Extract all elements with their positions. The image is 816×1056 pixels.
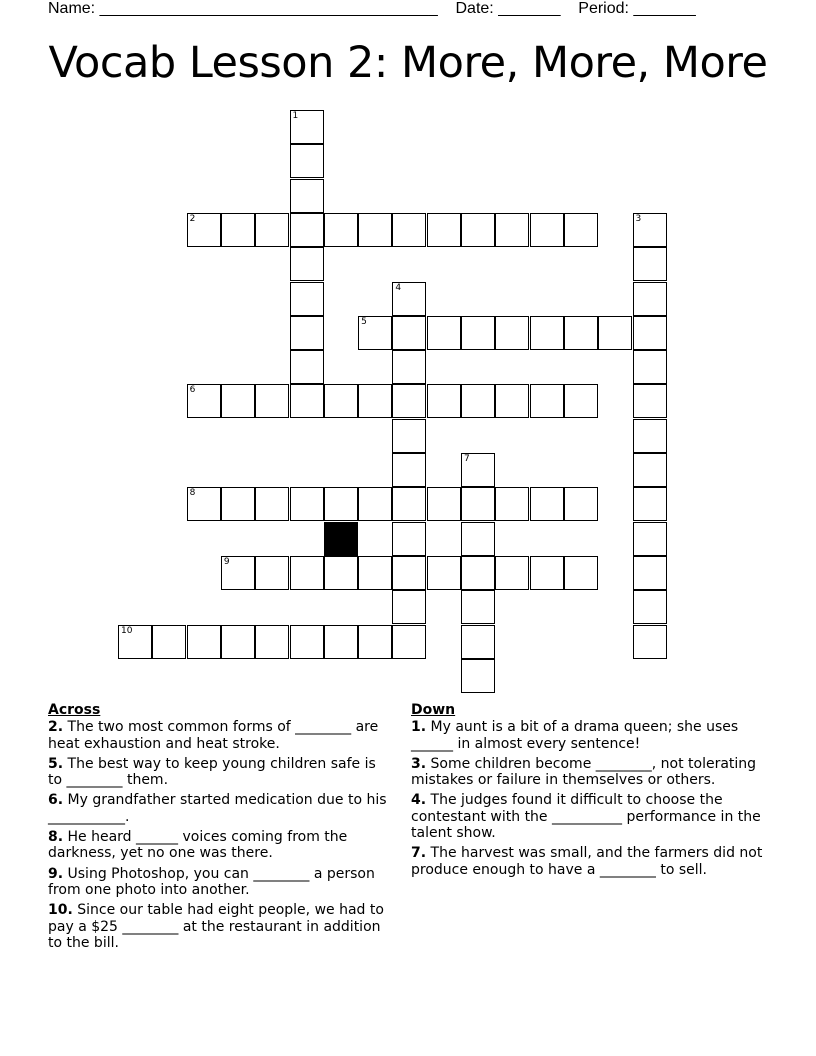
crossword-cell[interactable] [255, 487, 289, 521]
down-clue [411, 719, 763, 752]
crossword-cell[interactable] [290, 487, 324, 521]
crossword-cell[interactable] [187, 213, 221, 247]
crossword-cell[interactable] [633, 350, 667, 384]
crossword-cell[interactable] [290, 247, 324, 281]
across-clue-list [48, 719, 393, 951]
crossword-cell[interactable] [290, 213, 324, 247]
crossword-cell[interactable] [427, 487, 461, 521]
crossword-cell[interactable] [461, 556, 495, 590]
crossword-cell[interactable] [324, 213, 358, 247]
clue-number: 6 [189, 385, 196, 396]
crossword-cell[interactable] [152, 625, 186, 659]
clue-text: Since our table had eight people, we had to pay a $25 ________ at the restaurant in addition to the bill. [48, 902, 384, 951]
crossword-cell[interactable] [461, 659, 495, 693]
crossword-cell[interactable] [290, 282, 324, 316]
crossword-cell[interactable] [358, 384, 392, 418]
clue-number: 2 [189, 213, 196, 224]
crossword-cell[interactable] [324, 384, 358, 418]
crossword-cell[interactable] [461, 213, 495, 247]
clue-number: 1. [411, 719, 427, 736]
crossword-cell[interactable] [598, 316, 632, 350]
crossword-cell[interactable] [392, 522, 426, 556]
clue-number: 5 [361, 316, 367, 327]
crossword-cell[interactable] [255, 213, 289, 247]
crossword-cell[interactable] [530, 316, 564, 350]
crossword-cell[interactable] [633, 316, 667, 350]
crossword-cell[interactable] [255, 625, 289, 659]
crossword-cell[interactable] [633, 282, 667, 316]
crossword-cell[interactable] [633, 625, 667, 659]
crossword-cell[interactable] [358, 487, 392, 521]
crossword-cell[interactable] [392, 350, 426, 384]
crossword-cell[interactable] [392, 556, 426, 590]
crossword-cell[interactable] [392, 384, 426, 418]
across-clue [48, 756, 393, 789]
crossword-cell[interactable] [392, 625, 426, 659]
crossword-cell[interactable] [495, 213, 529, 247]
crossword-cell[interactable] [461, 384, 495, 418]
across-clue [48, 719, 393, 752]
crossword-cell[interactable] [290, 179, 324, 213]
clue-text: The judges found it difficult to choose the contestant with the __________ performance in the talent show. [411, 792, 761, 842]
crossword-cell[interactable] [495, 487, 529, 521]
crossword-cell[interactable] [495, 316, 529, 350]
crossword-cell[interactable] [392, 453, 426, 487]
name-label: Name: [48, 0, 96, 17]
clue-number: 7. [411, 845, 427, 862]
crossword-cell[interactable] [564, 487, 598, 521]
across-clue [48, 866, 393, 899]
page-title: Vocab Lesson 2: More, More, More [48, 38, 768, 88]
clue-number: 1 [292, 111, 299, 121]
crossword-cell[interactable] [495, 384, 529, 418]
crossword-cell[interactable] [461, 522, 495, 556]
crossword-cell[interactable] [633, 419, 667, 453]
crossword-cell[interactable] [187, 487, 221, 521]
crossword-cell[interactable] [633, 384, 667, 418]
crossword-cell[interactable] [530, 384, 564, 418]
crossword-cell[interactable] [427, 213, 461, 247]
down-clue [411, 756, 763, 789]
crossword-cell[interactable] [392, 590, 426, 624]
down-clue-list [411, 719, 763, 878]
down-clue [411, 845, 763, 878]
crossword-cell[interactable] [633, 522, 667, 556]
crossword-cell[interactable] [427, 556, 461, 590]
crossword-cell[interactable] [530, 556, 564, 590]
clue-number: 4 [395, 282, 402, 293]
clue-number: 7 [464, 454, 470, 464]
crossword-cell[interactable] [392, 487, 426, 521]
crossword-cell[interactable] [461, 625, 495, 659]
across-clues [48, 702, 393, 955]
crossword-cell[interactable] [633, 556, 667, 590]
crossword-cell[interactable] [495, 556, 529, 590]
crossword-cell[interactable] [255, 556, 289, 590]
crossword-cell[interactable] [221, 625, 255, 659]
crossword-cell[interactable] [358, 625, 392, 659]
crossword-cell[interactable] [324, 556, 358, 590]
clue-number: 2. [48, 719, 64, 736]
date-field[interactable]: _______ [498, 0, 561, 17]
crossword-cell[interactable] [118, 625, 152, 659]
clue-number: 9. [48, 865, 64, 882]
down-clues [411, 702, 763, 882]
crossword-cell[interactable] [187, 625, 221, 659]
date-label: Date: [455, 0, 494, 17]
crossword-cell[interactable] [530, 487, 564, 521]
crossword-cell[interactable] [392, 316, 426, 350]
period-label: Period: [578, 0, 629, 17]
clue-number: 5. [48, 755, 64, 772]
crossword-cell[interactable] [633, 487, 667, 521]
crossword-cell[interactable] [564, 213, 598, 247]
crossword-cell[interactable] [392, 419, 426, 453]
crossword-cell[interactable] [633, 213, 667, 247]
crossword-cell[interactable] [324, 487, 358, 521]
crossword-cell[interactable] [427, 316, 461, 350]
crossword-cell[interactable] [358, 316, 392, 350]
across-clue [48, 902, 393, 951]
across-heading: Across [48, 702, 101, 718]
crossword-cell[interactable] [530, 213, 564, 247]
clue-text: Using Photoshop, you can ________ a person from one photo into another. [48, 865, 375, 898]
crossword-cell[interactable] [187, 384, 221, 418]
crossword-cell[interactable] [290, 625, 324, 659]
clue-number: 3. [411, 755, 427, 772]
crossword-cell[interactable] [427, 384, 461, 418]
clue-number: 10. [48, 902, 73, 919]
crossword-cell[interactable] [461, 453, 495, 487]
crossword-cell[interactable] [324, 625, 358, 659]
period-field[interactable]: _______ [633, 0, 696, 17]
clue-number: 8 [189, 488, 196, 499]
crossword-cell[interactable] [633, 453, 667, 487]
crossword-cell[interactable] [461, 487, 495, 521]
clue-number: 9 [223, 556, 230, 567]
crossword-cell[interactable] [290, 384, 324, 418]
crossword-cell[interactable] [221, 487, 255, 521]
across-clue [48, 792, 393, 825]
crossword-cell[interactable] [392, 282, 426, 316]
crossword-cell[interactable] [358, 213, 392, 247]
crossword-cell[interactable] [290, 144, 324, 178]
crossword-cell[interactable] [564, 556, 598, 590]
down-clue [411, 792, 763, 841]
crossword-cell[interactable] [461, 316, 495, 350]
clue-text: Some children become ________, not tolerating mistakes or failure in themselves or others. [411, 755, 757, 789]
crossword-cell[interactable] [564, 316, 598, 350]
clue-number: 6. [48, 792, 64, 809]
clue-number: 4. [411, 792, 427, 809]
crossword-cell[interactable] [392, 213, 426, 247]
clue-text: He heard ______ voices coming from the darkness, yet no one was there. [48, 829, 348, 862]
crossword-cell[interactable] [221, 556, 255, 590]
crossword-cell[interactable] [633, 590, 667, 624]
crossword-cell[interactable] [290, 110, 324, 144]
crossword-cell[interactable] [633, 247, 667, 281]
crossword-cell[interactable] [358, 556, 392, 590]
across-clue [48, 829, 393, 862]
crossword-cell[interactable] [461, 590, 495, 624]
crossword-cell[interactable] [255, 384, 289, 418]
clue-number: 8. [48, 829, 64, 846]
crossword-cell[interactable] [290, 316, 324, 350]
black-square [324, 522, 358, 556]
clue-text: The best way to keep young children safe is to ________ them. [48, 755, 376, 789]
clue-number: 10 [121, 625, 133, 636]
crossword-cell[interactable] [564, 384, 598, 418]
clue-text: The two most common forms of ________ are heat exhaustion and heat stroke. [48, 719, 379, 752]
crossword-cell[interactable] [221, 384, 255, 418]
clue-text: My aunt is a bit of a drama queen; she uses ______ in almost every sentence! [411, 719, 739, 752]
clue-text: The harvest was small, and the farmers did not produce enough to have a ________ to sell. [411, 845, 763, 878]
crossword-cell[interactable] [290, 556, 324, 590]
down-heading: Down [411, 702, 456, 718]
clue-text: My grandfather started medication due to his ___________. [48, 792, 387, 825]
crossword-cell[interactable] [290, 350, 324, 384]
crossword-cell[interactable] [221, 213, 255, 247]
clue-number: 3 [635, 213, 642, 224]
name-field[interactable]: ______________________________________ [99, 0, 438, 17]
